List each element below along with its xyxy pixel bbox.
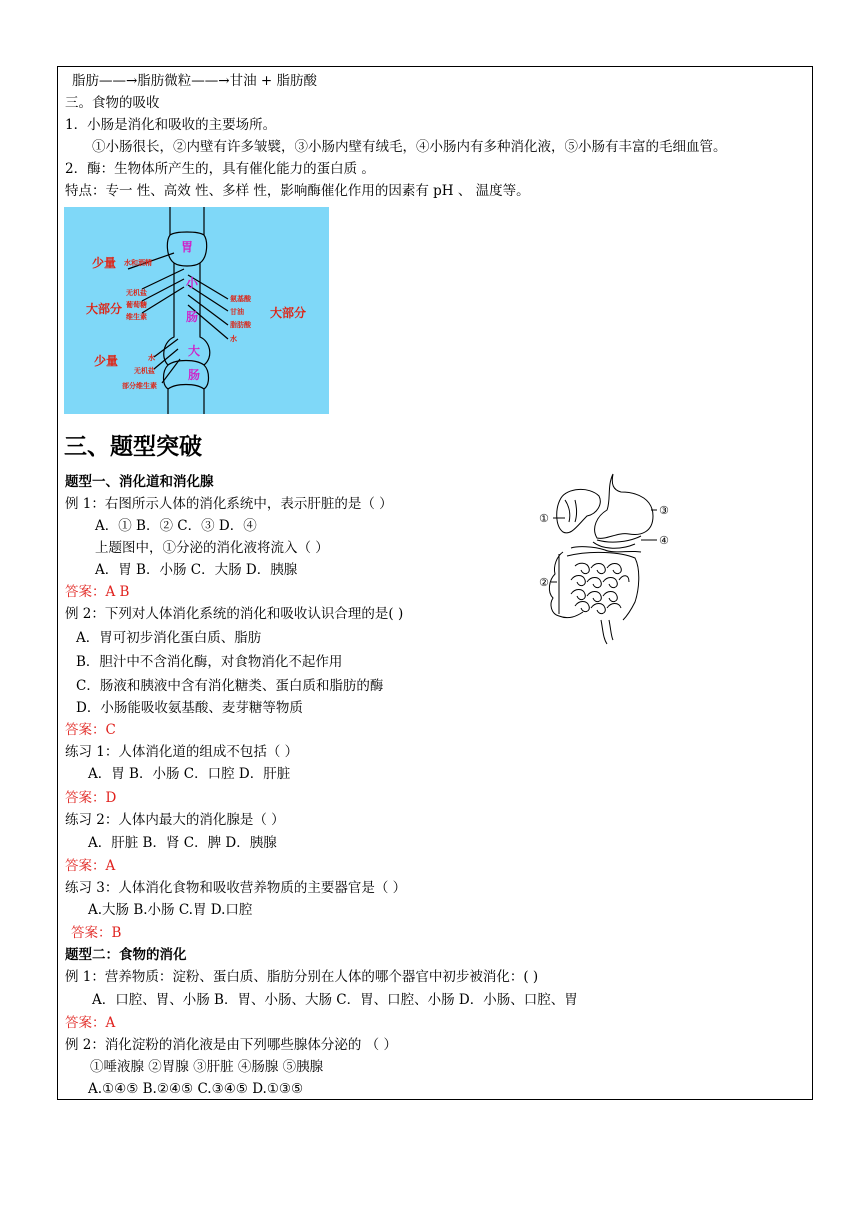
item-water-alcohol: 水和酒精 — [124, 259, 152, 267]
food-example-2-items: ①唾液腺 ②胃腺 ③肝脏 ④肠腺 ⑤胰腺 — [90, 1059, 324, 1075]
item-minerals: 无机盐 — [126, 289, 147, 297]
section-title: 三、题型突破 — [64, 434, 202, 460]
item-vitamins: 维生素 — [126, 313, 147, 321]
item-some-vitamins: 部分维生素 — [122, 382, 157, 390]
food-example-2-question: 例 2：消化淀粉的消化液是由下列哪些腺体分泌的 （ ） — [65, 1037, 397, 1053]
marker-3: ③ — [659, 504, 669, 517]
example-2-option-d: D．小肠能吸收氨基酸、麦芽糖等物质 — [76, 700, 303, 716]
enzyme-definition: 2．酶：生物体所产生的，具有催化能力的蛋白质 。 — [65, 161, 375, 177]
label-small-amount-top: 少量 — [92, 256, 117, 270]
item-fatty-acids: 脂肪酸 — [230, 321, 251, 329]
practice-3-options: A.大肠 B.小肠 C.胃 D.口腔 — [88, 902, 253, 918]
organ-large-1: 大 — [187, 344, 201, 358]
topic-1-title: 题型一、消化道和消化腺 — [65, 474, 214, 490]
marker-4: ④ — [659, 534, 669, 547]
organ-small-2: 肠 — [185, 310, 199, 324]
item-glucose: 葡萄糖 — [126, 301, 147, 309]
example-1-answer: 答案：A B — [65, 584, 130, 600]
practice-1-question: 练习 1：人体消化道的组成不包括（ ） — [65, 744, 299, 760]
example-1-options-2: A．胃 B．小肠 C．大肠 D．胰腺 — [95, 562, 298, 578]
practice-2-question: 练习 2：人体内最大的消化腺是（ ） — [65, 812, 285, 828]
practice-1-answer: 答案：D — [65, 790, 117, 806]
food-example-2-options: A.①④⑤ B.②④⑤ C.③④⑤ D.①③⑤ — [88, 1081, 304, 1097]
example-2-option-b: B．胆汁中不含消化酶，对食物消化不起作用 — [76, 654, 343, 670]
fat-digestion-line: 脂肪——→脂肪微粒——→甘油 + 脂肪酸 — [72, 73, 318, 89]
organ-stomach: 胃 — [180, 240, 194, 254]
marker-2: ② — [539, 576, 549, 589]
practice-3-question: 练习 3：人体消化食物和吸收营养物质的主要器官是（ ） — [65, 880, 407, 896]
absorption-heading: 三。食物的吸收 — [65, 95, 160, 111]
food-example-1-answer: 答案：A — [65, 1015, 116, 1031]
enzyme-features: 特点：专一 性、高效 性、多样 性，影响酶催化作用的因素有 pH 、 温度等。 — [65, 183, 530, 199]
label-small-amount-bottom: 少量 — [94, 354, 119, 368]
topic-2-title: 题型二：食物的消化 — [65, 947, 187, 963]
example-1-options: A．① B．② C．③ D．④ — [95, 518, 257, 534]
marker-1: ① — [539, 512, 549, 525]
food-example-1-question: 例 1：营养物质：淀粉、蛋白质、脂肪分别在人体的哪个器官中初步被消化：( ) — [65, 969, 539, 985]
label-majority-left: 大部分 — [86, 302, 123, 316]
example-2-answer: 答案：C — [65, 722, 116, 738]
example-2-question: 例 2：下列对人体消化系统的消化和吸收认识合理的是( ) — [65, 606, 404, 622]
item-amino-acids: 氨基酸 — [230, 295, 251, 303]
practice-3-answer: 答案：B — [71, 925, 122, 941]
practice-1-options: A．胃 B．小肠 C．口腔 D．肝脏 — [88, 766, 291, 782]
practice-2-answer: 答案：A — [65, 858, 116, 874]
small-intestine-line: 1．小肠是消化和吸收的主要场所。 — [65, 117, 277, 133]
organ-outlines — [549, 474, 657, 644]
item-glycerol: 甘油 — [230, 308, 244, 316]
digestive-system-figure — [531, 470, 681, 645]
example-1-question-2: 上题图中，①分泌的消化液将流入（ ） — [95, 540, 329, 556]
item-minerals-large: 无机盐 — [134, 367, 155, 375]
practice-2-options: A．肝脏 B．肾 C．脾 D．胰腺 — [88, 835, 277, 851]
organ-large-2: 肠 — [187, 368, 201, 382]
label-majority-right: 大部分 — [270, 306, 307, 320]
item-water-large: 水 — [148, 354, 155, 362]
item-water-small: 水 — [230, 335, 237, 343]
example-1-question: 例 1：右图所示人体的消化系统中，表示肝脏的是（ ） — [65, 496, 393, 512]
food-example-1-options: A．口腔、胃、小肠 B．胃、小肠、大肠 C．胃、口腔、小肠 D．小肠、口腔、胃 — [92, 992, 578, 1008]
absorption-diagram — [64, 207, 329, 414]
organ-small-1: 小 — [185, 276, 199, 290]
example-2-option-c: C．肠液和胰液中含有消化糖类、蛋白质和脂肪的酶 — [76, 678, 384, 694]
small-intestine-features: ①小肠很长，②内壁有许多皱襞，③小肠内壁有绒毛，④小肠内有多种消化液，⑤小肠有丰富的毛细血管。 — [92, 139, 727, 155]
example-2-option-a: A．胃可初步消化蛋白质、脂肪 — [76, 630, 262, 646]
